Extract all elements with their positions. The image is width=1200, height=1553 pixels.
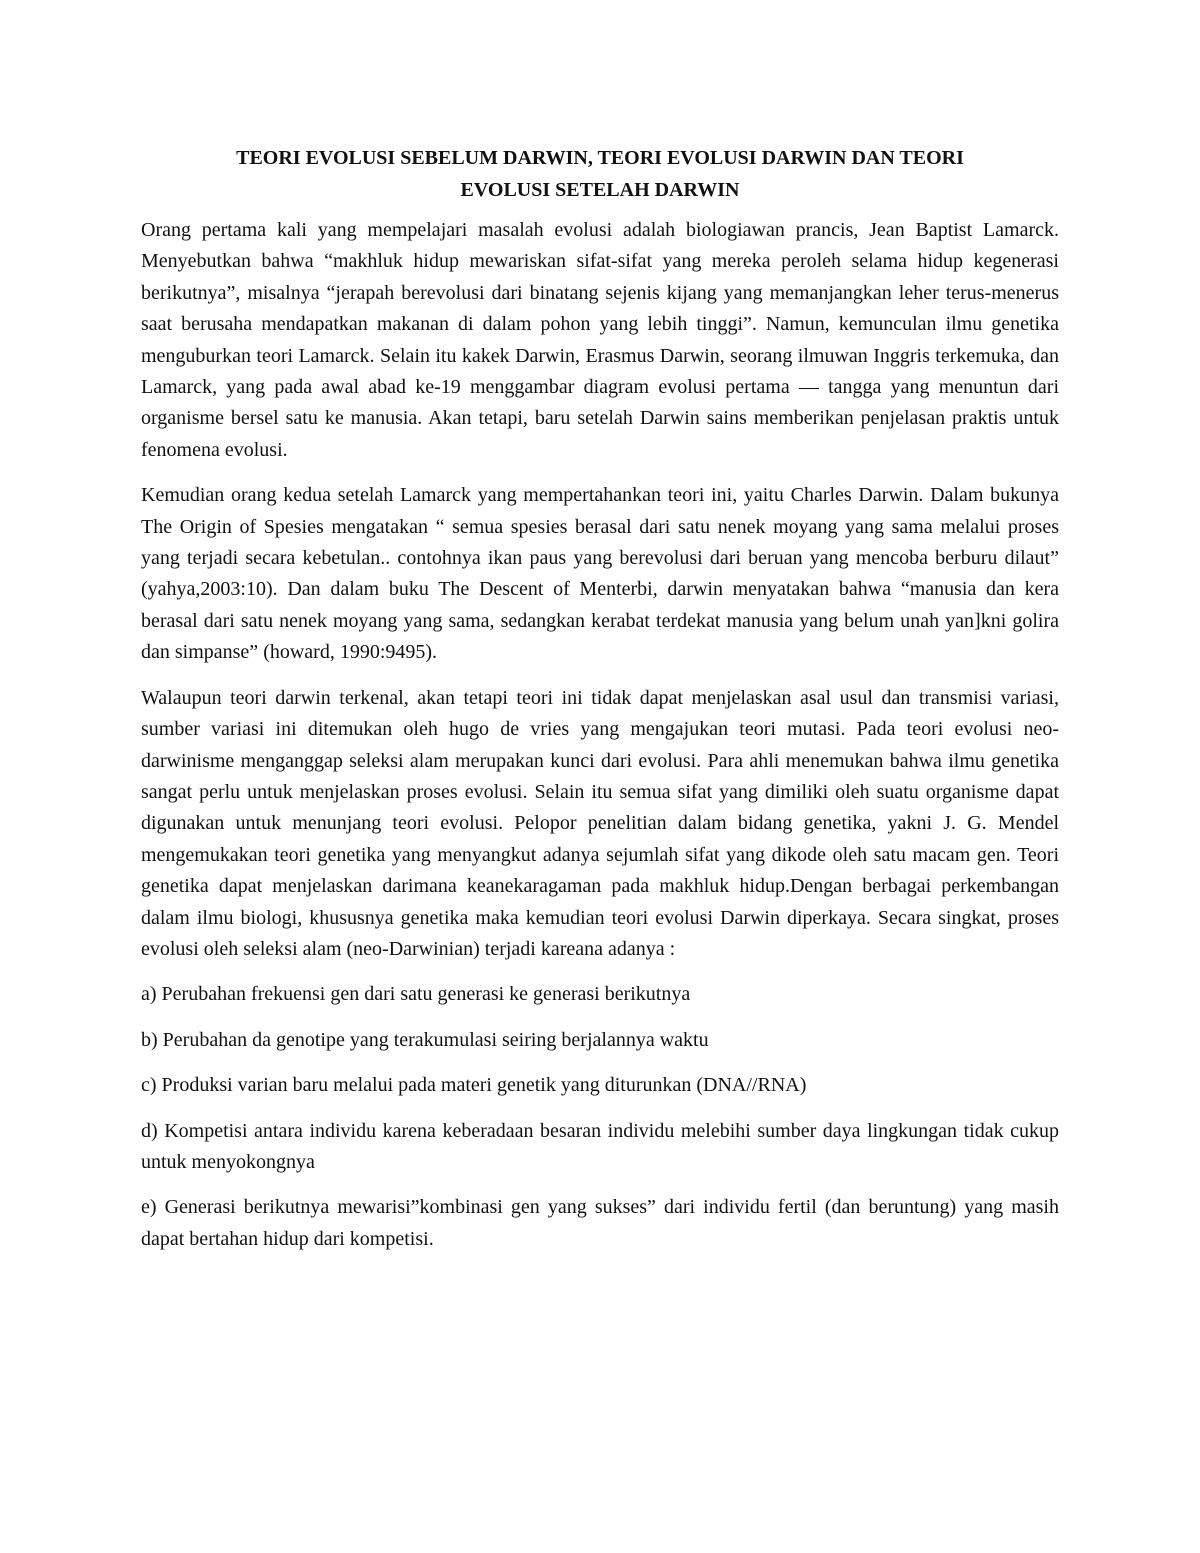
list-item-a: a) Perubahan frekuensi gen dari satu generasi ke generasi berikutnya xyxy=(141,983,691,1006)
title-line-2: EVOLUSI SETELAH DARWIN xyxy=(460,179,740,201)
document-title xyxy=(141,142,1059,206)
list-item-c: c) Produksi varian baru melalui pada materi genetik yang diturunkan (DNA//RNA) xyxy=(141,1074,807,1097)
title-line-1: TEORI EVOLUSI SEBELUM DARWIN, TEORI EVOLUSI DARWIN DAN TEORI xyxy=(236,147,964,169)
document-body xyxy=(141,142,1059,1269)
paragraph-darwin: Kemudian orang kedua setelah Lamarck yang mempertahankan teori ini, yaitu Charles Darwin. Dalam bukunya The Origin of Spesies mengatakan “ semua spesies berasal dari satu nenek moyang yang sama melalui proses yang terjadi secara kebetulan.. contohnya ikan paus yang berevolusi dari beruan yang mencoba berburu dilaut” (yahya,2003:10). Dan dalam buku The Descent of Menterbi, darwin menyatakan bahwa “manusia dan kera berasal dari satu nenek moyang yang sama, sedangkan kerabat terdekat manusia yang belum unah yan]kni golira dan simpanse” (howard, 1990:9495). xyxy=(141,484,1059,664)
paragraph-neo-darwinism: Walaupun teori darwin terkenal, akan tetapi teori ini tidak dapat menjelaskan asal usul dan transmisi variasi, sumber variasi ini ditemukan oleh hugo de vries yang mengajukan teori mutasi. Pada teori evolusi neo-darwinisme menganggap seleksi alam merupakan kunci dari evolusi. Para ahli menemukan bahwa ilmu genetika sangat perlu untuk menjelaskan proses evolusi. Selain itu semua sifat yang dimiliki oleh suatu organisme dapat digunakan untuk menunjang teori evolusi. Pelopor penelitian dalam bidang genetika, yakni J. G. Mendel mengemukakan teori genetika yang menyangkut adanya sejumlah sifat yang dikode oleh satu macam gen. Teori genetika dapat menjelaskan darimana keanekaragaman pada makhluk hidup.Dengan berbagai perkembangan dalam ilmu biologi, khususnya genetika maka kemudian teori evolusi Darwin diperkaya. Secara singkat, proses evolusi oleh seleksi alam (neo-Darwinian) terjadi kareana adanya : xyxy=(141,686,1059,960)
paragraph-lamarck: Orang pertama kali yang mempelajari masalah evolusi adalah biologiawan prancis, Jean Baptist Lamarck. Menyebutkan bahwa “makhluk hidup mewariskan sifat-sifat yang mereka peroleh selama hidup kegenerasi berikutnya”, misalnya “jerapah berevolusi dari binatang sejenis kijang yang memanjangkan leher terus-menerus saat berusaha mendapatkan makanan di dalam pohon yang lebih tinggi”. Namun, kemunculan ilmu genetika menguburkan teori Lamarck. Selain itu kakek Darwin, Erasmus Darwin, seorang ilmuwan Inggris terkemuka, dan Lamarck, yang pada awal abad ke-19 menggambar diagram evolusi pertama — tangga yang menuntun dari organisme bersel satu ke manusia. Akan tetapi, baru setelah Darwin sains memberikan penjelasan praktis untuk fenomena evolusi. xyxy=(141,219,1059,461)
list-item-e: e) Generasi berikutnya mewarisi”kombinasi gen yang sukses” dari individu fertil (dan beruntung) yang masih dapat bertahan hidup dari kompetisi. xyxy=(141,1196,1059,1250)
list-item-b: b) Perubahan da genotipe yang terakumulasi seiring berjalannya waktu xyxy=(141,1028,709,1051)
list-item-d: d) Kompetisi antara individu karena keberadaan besaran individu melebihi sumber daya lingkungan tidak cukup untuk menyokongnya xyxy=(141,1119,1059,1173)
